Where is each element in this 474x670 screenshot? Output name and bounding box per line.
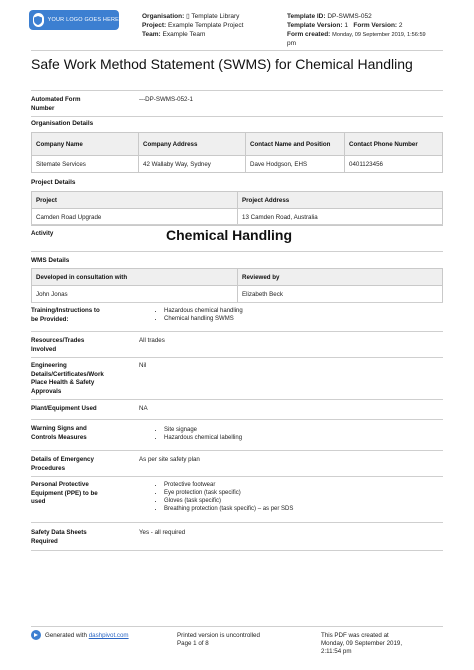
resources-value: All trades bbox=[139, 337, 165, 344]
ppe-label-line: Personal Protective bbox=[31, 481, 89, 488]
organisation-label: Organisation: bbox=[142, 13, 185, 20]
table-header-row bbox=[32, 133, 443, 156]
column-header: Project Address bbox=[238, 192, 443, 209]
table-cell: 13 Camden Road, Australia bbox=[238, 209, 443, 226]
divider-8 bbox=[31, 419, 443, 420]
emergency-value: As per site safety plan bbox=[139, 456, 200, 463]
table-cell: 42 Wallaby Way, Sydney bbox=[139, 156, 246, 173]
training-list bbox=[155, 307, 243, 323]
logo-text: YOUR LOGO GOES HERE bbox=[47, 17, 119, 23]
table-row bbox=[32, 156, 443, 173]
column-header: Company Address bbox=[139, 133, 246, 156]
project-details-heading: Project Details bbox=[31, 179, 76, 186]
divider-10 bbox=[31, 476, 443, 477]
team-meta bbox=[142, 30, 205, 39]
resources-label-line: Involved bbox=[31, 345, 57, 353]
sds-label-line: Required bbox=[31, 537, 58, 545]
team-label: Team: bbox=[142, 31, 161, 38]
column-header: Company Name bbox=[32, 133, 139, 156]
table-header-row bbox=[32, 269, 443, 286]
list-item: • Site signage bbox=[164, 426, 242, 434]
template-id-meta bbox=[287, 12, 372, 21]
column-header: Contact Phone Number bbox=[345, 133, 443, 156]
company-logo bbox=[29, 10, 119, 30]
divider-6 bbox=[31, 357, 443, 358]
wms-details-heading: WMS Details bbox=[31, 257, 70, 264]
divider-3 bbox=[31, 251, 443, 252]
emergency-label bbox=[31, 456, 94, 473]
footer-divider bbox=[31, 626, 443, 627]
activity-label: Activity bbox=[31, 230, 54, 237]
organisation-value: ▯ Template Library bbox=[186, 13, 240, 20]
form-created-meta bbox=[287, 30, 426, 40]
list-item: • Hazardous chemical handling bbox=[164, 307, 243, 315]
pdf-created-line: This PDF was created at bbox=[321, 632, 389, 639]
dashpivot-link[interactable]: dashpivot.com bbox=[88, 632, 129, 639]
page-number: Page 1 of 8 bbox=[177, 640, 209, 647]
warning-label-line: Warning Signs and bbox=[31, 425, 87, 432]
divider-4 bbox=[31, 302, 443, 303]
form-created-value: Monday, 09 September 2019, 1:56:59 bbox=[332, 32, 426, 38]
training-label-line: Training/Instructions to bbox=[31, 307, 100, 314]
document-header bbox=[0, 0, 474, 50]
engineering-label bbox=[31, 362, 104, 396]
column-header: Project bbox=[32, 192, 238, 209]
list-item: • Gloves (task specific) bbox=[164, 497, 293, 505]
warning-label-line: Controls Measures bbox=[31, 433, 87, 441]
generated-prefix: Generated with bbox=[45, 632, 89, 639]
table-cell: Camden Road Upgrade bbox=[32, 209, 238, 226]
pdf-created-line: 2:11:54 pm bbox=[321, 648, 352, 655]
generated-with bbox=[45, 632, 129, 640]
table-row bbox=[32, 209, 443, 226]
printed-notice bbox=[177, 632, 260, 648]
divider-11 bbox=[31, 522, 443, 523]
warning-list bbox=[155, 426, 242, 442]
column-header: Contact Name and Position bbox=[246, 133, 345, 156]
column-header: Reviewed by bbox=[238, 269, 443, 286]
project-value: Example Template Project bbox=[168, 22, 244, 29]
template-version-value: 1 bbox=[344, 22, 348, 29]
engineering-value: Nil bbox=[139, 362, 147, 369]
plant-value: NA bbox=[139, 405, 148, 412]
divider-9 bbox=[31, 450, 443, 451]
form-created-value-cont: pm bbox=[287, 40, 297, 47]
table-cell: Sitemate Services bbox=[32, 156, 139, 173]
table-row bbox=[32, 286, 443, 303]
training-label-line: be Provided: bbox=[31, 315, 69, 323]
table-cell: Elizabeth Beck bbox=[238, 286, 443, 303]
dashpivot-icon bbox=[31, 630, 41, 640]
list-item: • Chemical handling SWMS bbox=[164, 315, 243, 323]
form-version-label: Form Version: bbox=[353, 22, 398, 29]
divider-12 bbox=[31, 550, 443, 551]
project-details-table bbox=[31, 191, 443, 226]
automated-form-number-label-line2: Number bbox=[31, 104, 55, 112]
resources-label-line: Resources/Trades bbox=[31, 337, 85, 344]
ppe-list bbox=[155, 481, 293, 513]
organisation-details-heading: Organisation Details bbox=[31, 120, 94, 127]
wms-details-table bbox=[31, 268, 443, 303]
sds-value: Yes - all required bbox=[139, 529, 186, 536]
engineering-label-line: Approvals bbox=[31, 387, 62, 395]
automated-form-number-label bbox=[31, 96, 81, 113]
sds-label-line: Safety Data Sheets bbox=[31, 529, 87, 536]
logo-shield-icon bbox=[33, 13, 44, 27]
ppe-label-line: used bbox=[31, 498, 46, 505]
automated-form-number-value: ---DP-SWMS-052-1 bbox=[139, 96, 193, 103]
page-title: Safe Work Method Statement (SWMS) for Chemical Handling bbox=[31, 56, 413, 72]
project-meta bbox=[142, 21, 243, 30]
ppe-label bbox=[31, 481, 98, 507]
table-cell: Dave Hodgson, EHS bbox=[246, 156, 345, 173]
template-id-label: Template ID: bbox=[287, 13, 326, 20]
emergency-label-line: Procedures bbox=[31, 464, 66, 472]
column-header: Developed in consultation with bbox=[32, 269, 238, 286]
training-label bbox=[31, 307, 100, 324]
warning-label bbox=[31, 425, 87, 442]
form-created-label: Form created: bbox=[287, 31, 331, 38]
activity-value: Chemical Handling bbox=[166, 227, 293, 243]
divider-2 bbox=[31, 224, 443, 225]
header-divider bbox=[31, 50, 443, 51]
engineering-label-line: Engineering bbox=[31, 362, 67, 369]
list-item: • Hazardous chemical labelling bbox=[164, 434, 242, 442]
form-version-value: 2 bbox=[398, 22, 403, 29]
template-id-value: DP-SWMS-052 bbox=[327, 13, 372, 20]
sds-label bbox=[31, 529, 87, 546]
pdf-created bbox=[321, 632, 402, 656]
table-cell: 0401123456 bbox=[345, 156, 443, 173]
engineering-label-line: Details/Certificates/Work bbox=[31, 370, 104, 378]
automated-form-number-label-line1: Automated Form bbox=[31, 96, 81, 103]
resources-label bbox=[31, 337, 84, 354]
engineering-label-line: Place Health & Safety bbox=[31, 379, 95, 386]
table-header-row bbox=[32, 192, 443, 209]
table-cell: John Jonas bbox=[32, 286, 238, 303]
list-item: • Eye protection (task specific) bbox=[164, 489, 293, 497]
list-item: • Breathing protection (task specific) – as per SDS bbox=[164, 505, 293, 513]
plant-label: Plant/Equipment Used bbox=[31, 405, 97, 412]
organisation-details-table bbox=[31, 132, 443, 173]
template-version-label: Template Version: bbox=[287, 22, 343, 29]
printed-text: Printed version is uncontrolled bbox=[177, 632, 260, 639]
emergency-label-line: Details of Emergency bbox=[31, 456, 94, 463]
version-meta bbox=[287, 21, 403, 30]
title-divider bbox=[31, 90, 443, 91]
pdf-created-line: Monday, 09 September 2019, bbox=[321, 640, 403, 647]
ppe-label-line: Equipment (PPE) to be bbox=[31, 489, 98, 497]
divider-1 bbox=[31, 116, 443, 117]
project-label: Project: bbox=[142, 22, 167, 29]
organisation-meta bbox=[142, 12, 239, 21]
team-value: Example Team bbox=[162, 31, 206, 38]
divider-5 bbox=[31, 331, 443, 332]
divider-7 bbox=[31, 399, 443, 400]
list-item: • Protective footwear bbox=[164, 481, 293, 489]
